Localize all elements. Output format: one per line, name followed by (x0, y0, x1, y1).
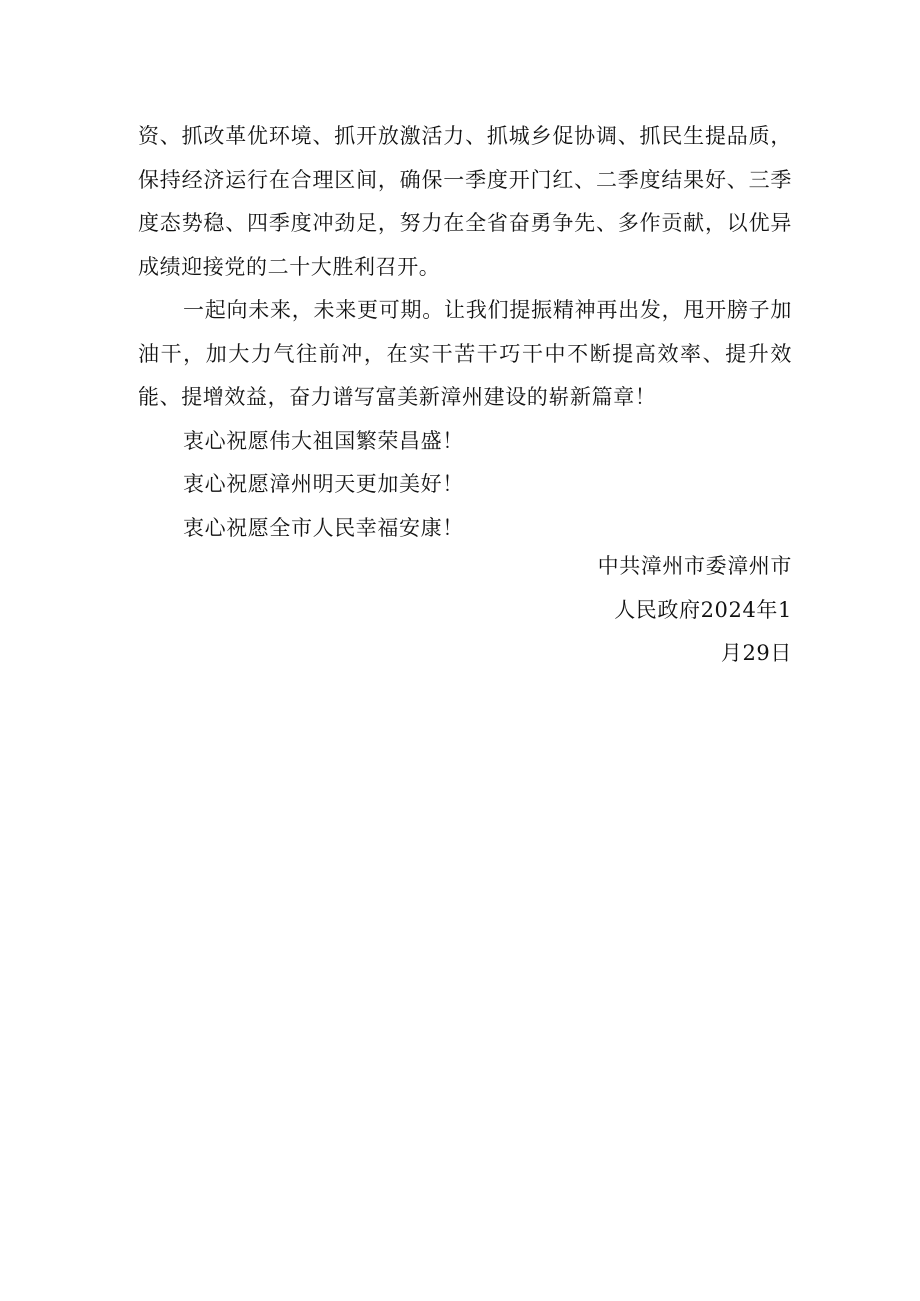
paragraph-continuation: 资、抓改革优环境、抓开放激活力、抓城乡促协调、抓民生提品质，保持经济运行在合理区间，确保一季度开门红、二季度结果好、三季度态势稳、四季度冲劲足，努力在全省奋勇争先、多作贡献，以优异成绩迎接党的二十大胜利召开。 (138, 124, 792, 279)
wish-line-citizens: 衷心祝愿全市人民幸福安康！ (183, 515, 464, 540)
wish-line-zhangzhou: 衷心祝愿漳州明天更加美好！ (183, 472, 464, 496)
signature-organization: 中共漳州市委漳州市 (597, 554, 792, 578)
signature-organization-date: 人民政府2024年1 (614, 597, 792, 622)
signature-block (582, 545, 792, 676)
signature-date: 月29日 (720, 641, 792, 665)
body-text (138, 115, 792, 550)
paragraph-call-to-action: 一起向未来，未来更可期。让我们提振精神再出发，甩开膀子加油干，加大力气往前冲，在实干苦干巧干中不断提高效率、提升效能、提增效益，奋力谱写富美新漳州建设的崭新篇章！ (138, 298, 792, 409)
wish-line-motherland: 衷心祝愿伟大祖国繁荣昌盛！ (183, 428, 464, 453)
